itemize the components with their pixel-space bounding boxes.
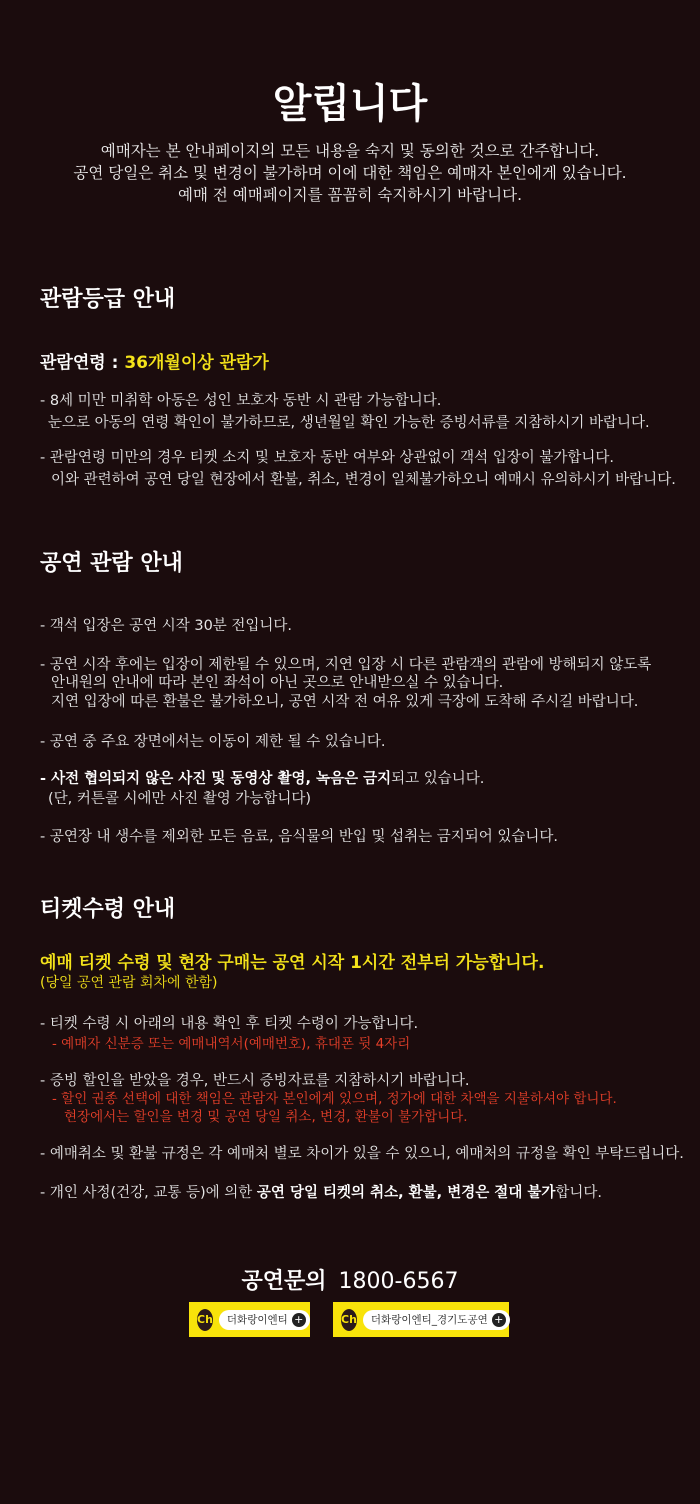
rating-line: 눈으로 아동의 연령 확인이 불가하므로, 생년월일 확인 가능한 증빙서류를 지참하시기 바랍니다. <box>48 415 650 431</box>
no-refund-post: 합니다. <box>555 1185 603 1201</box>
kakao-channel-icon: Ch <box>341 1309 357 1331</box>
viewing-line: - 공연 시작 후에는 입장이 제한될 수 있으며, 지연 입장 시 다른 관람객의 관람에 방해되지 않도록 <box>40 657 652 673</box>
photo-rule-rest: 되고 있습니다. <box>391 771 485 787</box>
channel-name: 더화랑이엔티_경기도공연 <box>370 1314 488 1326</box>
age-label: 관람연령 : <box>40 353 125 373</box>
photo-note: (단, 커튼콜 시에만 사진 촬영 가능합니다) <box>48 791 312 807</box>
viewing-line: 안내원의 안내에 따라 본인 좌석이 아닌 곳으로 안내받으실 수 있습니다. <box>51 675 504 691</box>
contact-phone[interactable]: 1800-6567 <box>338 1269 459 1294</box>
rating-line: 이와 관련하여 공연 당일 현장에서 환불, 취소, 변경이 일체불가하오니 예매시 유의하시기 바랍니다. <box>51 472 676 488</box>
rating-line: - 관람연령 미만의 경우 티켓 소지 및 보호자 동반 여부와 상관없이 객석 입장이 불가합니다. <box>40 450 615 466</box>
contact-line <box>0 1264 700 1295</box>
channel-name-pill <box>219 1310 310 1330</box>
plus-icon: + <box>292 1313 306 1327</box>
viewing-line: - 객석 입장은 공연 시작 30분 전입니다. <box>40 618 293 634</box>
no-refund-pre: - 개인 사정(건강, 교통 등)에 의한 <box>40 1185 257 1201</box>
ticket-highlight-note: (당일 공연 관람 회차에 한함) <box>40 975 218 991</box>
kakao-channel-button[interactable] <box>333 1302 509 1337</box>
photo-rule-bold: - 사전 협의되지 않은 사진 및 동영상 촬영, 녹음은 금지 <box>40 771 392 787</box>
viewing-line: 지연 입장에 따른 환불은 불가하오니, 공연 시작 전 여유 있게 극장에 도착해 주시길 바랍니다. <box>51 694 639 710</box>
intro-line: 공연 당일은 취소 및 변경이 불가하며 이에 대한 책임은 예매자 본인에게 있습니다. <box>73 164 627 182</box>
intro-line: 예매 전 예매페이지를 꼼꼼히 숙지하시기 바랍니다. <box>178 186 522 204</box>
kakao-channel-button[interactable] <box>189 1302 310 1337</box>
age-value: 36개월이상 관람가 <box>124 353 269 373</box>
channel-name: 더화랑이엔티 <box>226 1314 288 1326</box>
plus-icon: + <box>492 1313 506 1327</box>
contact-label: 공연문의 <box>241 1269 327 1294</box>
ticket-highlight: 예매 티켓 수령 및 현장 구매는 공연 시작 1시간 전부터 가능합니다. <box>40 953 545 973</box>
no-refund-bold: 공연 당일 티켓의 취소, 환불, 변경은 절대 불가 <box>256 1185 556 1201</box>
photo-rule <box>40 767 484 788</box>
kakao-channel-icon: Ch <box>197 1309 213 1331</box>
page-title: 알립니다 <box>272 81 428 127</box>
ticket-note-red: 현장에서는 할인을 변경 및 공연 당일 취소, 변경, 환불이 불가합니다. <box>64 1109 468 1125</box>
rating-line: - 8세 미만 미취학 아동은 성인 보호자 동반 시 관람 가능합니다. <box>40 393 442 409</box>
ticket-note-red: - 예매자 신분증 또는 예매내역서(예매번호), 휴대폰 뒷 4자리 <box>52 1036 411 1052</box>
ticket-line: - 증빙 할인을 받았을 경우, 반드시 증빙자료를 지참하시기 바랍니다. <box>40 1073 470 1089</box>
ticket-heading: 티켓수령 안내 <box>40 897 176 922</box>
ticket-line: - 티켓 수령 시 아래의 내용 확인 후 티켓 수령이 가능합니다. <box>40 1016 419 1032</box>
intro-text <box>0 140 700 206</box>
ticket-line: - 예매취소 및 환불 규정은 각 예매처 별로 차이가 있을 수 있으니, 예매처의 규정을 확인 부탁드립니다. <box>40 1146 684 1162</box>
rating-heading: 관람등급 안내 <box>40 287 176 312</box>
viewing-line: - 공연 중 주요 장면에서는 이동이 제한 될 수 있습니다. <box>40 734 386 750</box>
age-rating <box>40 348 269 373</box>
food-rule: - 공연장 내 생수를 제외한 모든 음료, 음식물의 반입 및 섭취는 금지되어 있습니다. <box>40 829 558 845</box>
channel-name-pill <box>363 1310 510 1330</box>
ticket-no-refund <box>40 1181 602 1202</box>
ticket-note-red: - 할인 권종 선택에 대한 책임은 관람자 본인에게 있으며, 정가에 대한 차액을 지불하셔야 합니다. <box>52 1091 617 1107</box>
viewing-heading: 공연 관람 안내 <box>40 551 183 576</box>
intro-line: 예매자는 본 안내페이지의 모든 내용을 숙지 및 동의한 것으로 간주합니다. <box>100 142 600 160</box>
